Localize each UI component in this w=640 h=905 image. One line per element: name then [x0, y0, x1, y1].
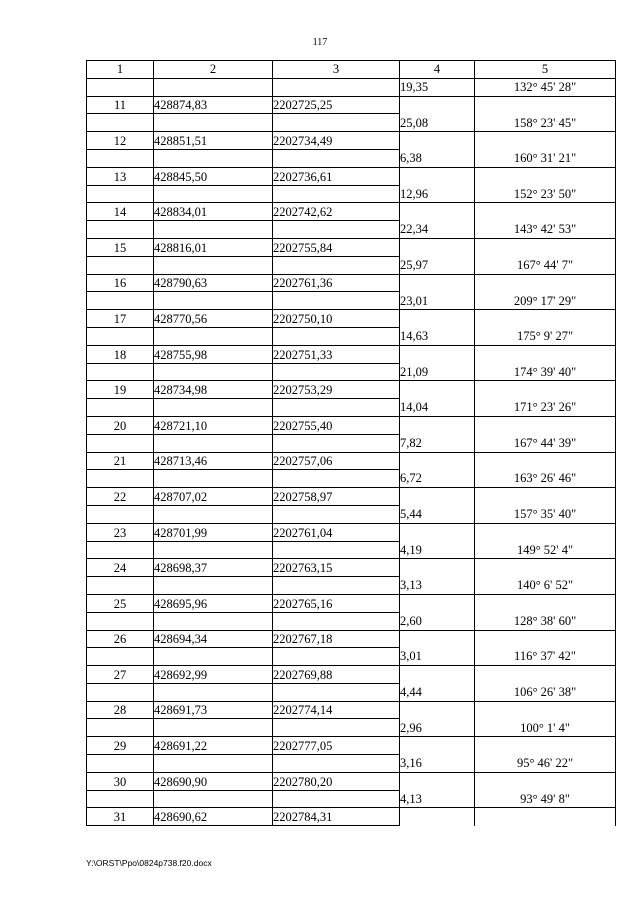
cell-col-4 [400, 274, 475, 292]
cell-col-5: 157° 35' 40" [475, 505, 616, 523]
cell-col-3: 2202758,97 [273, 488, 400, 506]
cell-col-5 [475, 666, 616, 684]
cell-col-1 [87, 114, 154, 132]
cell-col-3 [273, 505, 400, 523]
cell-col-1 [87, 363, 154, 381]
cell-col-2: 428691,22 [154, 737, 273, 755]
header-col-3: 3 [273, 61, 400, 79]
cell-col-2 [154, 683, 273, 701]
cell-col-2: 428692,99 [154, 666, 273, 684]
cell-col-1: 17 [87, 310, 154, 328]
table-row-point [87, 808, 616, 826]
cell-col-5 [475, 523, 616, 541]
cell-col-3: 2202755,84 [273, 238, 400, 256]
cell-col-1: 18 [87, 345, 154, 363]
cell-col-4 [400, 310, 475, 328]
cell-col-5: 152° 23' 50" [475, 185, 616, 203]
cell-col-3 [273, 470, 400, 488]
table-row-segment [87, 114, 616, 132]
cell-col-5 [475, 737, 616, 755]
cell-col-4: 3,01 [400, 648, 475, 666]
cell-col-5 [475, 274, 616, 292]
cell-col-4 [400, 167, 475, 185]
footer-file-path: Y:\ORST\Ppo\0824p738.f20.docx [86, 858, 212, 868]
cell-col-1: 19 [87, 381, 154, 399]
cell-col-1 [87, 221, 154, 239]
cell-col-5 [475, 381, 616, 399]
cell-col-5: 143° 42' 53" [475, 221, 616, 239]
cell-col-2 [154, 755, 273, 773]
cell-col-4 [400, 523, 475, 541]
cell-col-5 [475, 559, 616, 577]
cell-col-5 [475, 630, 616, 648]
cell-col-1 [87, 185, 154, 203]
cell-col-5: 149° 52' 4" [475, 541, 616, 559]
cell-col-2 [154, 327, 273, 345]
cell-col-2 [154, 648, 273, 666]
cell-col-2: 428790,63 [154, 274, 273, 292]
cell-col-1 [87, 648, 154, 666]
cell-col-3 [273, 790, 400, 808]
cell-col-1: 14 [87, 203, 154, 221]
table-row-segment [87, 577, 616, 595]
cell-col-1 [87, 612, 154, 630]
cell-col-3 [273, 541, 400, 559]
cell-col-3 [273, 434, 400, 452]
cell-col-4: 12,96 [400, 185, 475, 203]
cell-col-4 [400, 132, 475, 150]
cell-col-5 [475, 808, 616, 826]
cell-col-2: 428694,34 [154, 630, 273, 648]
table-row-segment [87, 719, 616, 737]
cell-col-5: 128° 38' 60" [475, 612, 616, 630]
cell-col-5: 140° 6' 52" [475, 577, 616, 595]
cell-col-1: 26 [87, 630, 154, 648]
cell-col-4 [400, 630, 475, 648]
cell-col-2 [154, 114, 273, 132]
cell-col-5: 100° 1' 4" [475, 719, 616, 737]
cell-col-2 [154, 221, 273, 239]
table-row-point [87, 594, 616, 612]
cell-col-1 [87, 149, 154, 167]
cell-col-4 [400, 559, 475, 577]
cell-col-3 [273, 363, 400, 381]
cell-col-4: 25,97 [400, 256, 475, 274]
table-row-point [87, 96, 616, 114]
cell-col-3: 2202755,40 [273, 416, 400, 434]
cell-col-5 [475, 701, 616, 719]
cell-col-3: 2202780,20 [273, 772, 400, 790]
cell-col-3: 2202734,49 [273, 132, 400, 150]
cell-col-1: 25 [87, 594, 154, 612]
cell-col-1 [87, 399, 154, 417]
cell-col-4 [400, 594, 475, 612]
table-row-segment [87, 683, 616, 701]
table-row-point [87, 381, 616, 399]
cell-col-1 [87, 541, 154, 559]
cell-col-5: 167° 44' 7" [475, 256, 616, 274]
cell-col-1: 12 [87, 132, 154, 150]
cell-col-1: 28 [87, 701, 154, 719]
cell-col-1: 31 [87, 808, 154, 826]
table-row-segment [87, 149, 616, 167]
cell-col-5: 95° 46' 22" [475, 755, 616, 773]
cell-col-5 [475, 238, 616, 256]
table-row-point [87, 772, 616, 790]
cell-col-3 [273, 149, 400, 167]
cell-col-3: 2202736,61 [273, 167, 400, 185]
table-row-segment [87, 399, 616, 417]
cell-col-3: 2202753,29 [273, 381, 400, 399]
cell-col-3 [273, 719, 400, 737]
cell-col-1 [87, 78, 154, 96]
cell-col-5 [475, 594, 616, 612]
cell-col-1 [87, 470, 154, 488]
cell-col-4: 14,04 [400, 399, 475, 417]
cell-col-4: 6,38 [400, 149, 475, 167]
cell-col-2 [154, 149, 273, 167]
cell-col-3: 2202774,14 [273, 701, 400, 719]
table-header-row [87, 61, 616, 79]
cell-col-5: 106° 26' 38" [475, 683, 616, 701]
table-row-point [87, 203, 616, 221]
cell-col-1 [87, 790, 154, 808]
cell-col-2: 428816,01 [154, 238, 273, 256]
cell-col-5: 167° 44' 39" [475, 434, 616, 452]
cell-col-3 [273, 221, 400, 239]
cell-col-4 [400, 416, 475, 434]
cell-col-1 [87, 434, 154, 452]
cell-col-3 [273, 114, 400, 132]
cell-col-1: 21 [87, 452, 154, 470]
table-row-segment [87, 790, 616, 808]
cell-col-4: 3,16 [400, 755, 475, 773]
table-row-segment [87, 755, 616, 773]
cell-col-3: 2202784,31 [273, 808, 400, 826]
cell-col-3: 2202757,06 [273, 452, 400, 470]
cell-col-5 [475, 132, 616, 150]
cell-col-5 [475, 96, 616, 114]
cell-col-5 [475, 203, 616, 221]
cell-col-3 [273, 292, 400, 310]
cell-col-2 [154, 470, 273, 488]
cell-col-2: 428698,37 [154, 559, 273, 577]
header-col-1: 1 [87, 61, 154, 79]
cell-col-2: 428713,46 [154, 452, 273, 470]
cell-col-4 [400, 381, 475, 399]
cell-col-2: 428690,62 [154, 808, 273, 826]
cell-col-2 [154, 505, 273, 523]
cell-col-4: 23,01 [400, 292, 475, 310]
cell-col-1: 23 [87, 523, 154, 541]
cell-col-3: 2202725,25 [273, 96, 400, 114]
header-col-5: 5 [475, 61, 616, 79]
cell-col-3: 2202767,18 [273, 630, 400, 648]
table-row-segment [87, 256, 616, 274]
cell-col-5 [475, 488, 616, 506]
cell-col-5 [475, 345, 616, 363]
cell-col-1: 16 [87, 274, 154, 292]
cell-col-4: 4,19 [400, 541, 475, 559]
cell-col-2: 428845,50 [154, 167, 273, 185]
cell-col-5 [475, 416, 616, 434]
table-row-segment [87, 541, 616, 559]
cell-col-3 [273, 327, 400, 345]
cell-col-2: 428770,56 [154, 310, 273, 328]
table-row-point [87, 345, 616, 363]
cell-col-3: 2202761,04 [273, 523, 400, 541]
table-row-point [87, 737, 616, 755]
cell-col-1 [87, 683, 154, 701]
page-number: 117 [312, 37, 328, 48]
table-row-point [87, 238, 616, 256]
cell-col-3 [273, 612, 400, 630]
table-row-point [87, 310, 616, 328]
cell-col-5: 175° 9' 27" [475, 327, 616, 345]
cell-col-1 [87, 292, 154, 310]
table-row-segment [87, 327, 616, 345]
cell-col-1: 15 [87, 238, 154, 256]
header-col-2: 2 [154, 61, 273, 79]
cell-col-5 [475, 310, 616, 328]
cell-col-1: 13 [87, 167, 154, 185]
cell-col-4: 14,63 [400, 327, 475, 345]
cell-col-2: 428734,98 [154, 381, 273, 399]
cell-col-1: 29 [87, 737, 154, 755]
table-row-point [87, 452, 616, 470]
cell-col-3 [273, 648, 400, 666]
table-body [87, 78, 616, 825]
cell-col-1: 24 [87, 559, 154, 577]
cell-col-3: 2202769,88 [273, 666, 400, 684]
coordinates-table [86, 60, 616, 826]
cell-col-4 [400, 772, 475, 790]
cell-col-4 [400, 238, 475, 256]
cell-col-4: 2,96 [400, 719, 475, 737]
header-col-4: 4 [400, 61, 475, 79]
cell-col-2 [154, 256, 273, 274]
cell-col-3: 2202742,62 [273, 203, 400, 221]
cell-col-2: 428874,83 [154, 96, 273, 114]
cell-col-3: 2202777,05 [273, 737, 400, 755]
cell-col-1: 11 [87, 96, 154, 114]
cell-col-2: 428851,51 [154, 132, 273, 150]
cell-col-1 [87, 755, 154, 773]
cell-col-2 [154, 790, 273, 808]
cell-col-1: 27 [87, 666, 154, 684]
cell-col-1 [87, 505, 154, 523]
table-row-segment [87, 612, 616, 630]
cell-col-1: 30 [87, 772, 154, 790]
cell-col-1 [87, 577, 154, 595]
cell-col-2 [154, 399, 273, 417]
table-row-point [87, 701, 616, 719]
cell-col-5 [475, 452, 616, 470]
cell-col-4: 6,72 [400, 470, 475, 488]
cell-col-4 [400, 345, 475, 363]
table-row-segment [87, 470, 616, 488]
cell-col-5 [475, 167, 616, 185]
table-row-segment [87, 292, 616, 310]
table-row-point [87, 132, 616, 150]
cell-col-4 [400, 452, 475, 470]
cell-col-2 [154, 541, 273, 559]
table-row-segment [87, 78, 616, 96]
cell-col-3: 2202750,10 [273, 310, 400, 328]
cell-col-5: 132° 45' 28" [475, 78, 616, 96]
cell-col-4 [400, 808, 475, 826]
table-row-segment [87, 185, 616, 203]
table-row-segment [87, 505, 616, 523]
cell-col-2: 428834,01 [154, 203, 273, 221]
cell-col-3 [273, 256, 400, 274]
table-row-point [87, 559, 616, 577]
cell-col-2: 428690,90 [154, 772, 273, 790]
cell-col-2 [154, 719, 273, 737]
cell-col-1 [87, 327, 154, 345]
cell-col-3 [273, 755, 400, 773]
table-row-point [87, 666, 616, 684]
cell-col-3: 2202751,33 [273, 345, 400, 363]
cell-col-5: 116° 37' 42" [475, 648, 616, 666]
cell-col-3 [273, 399, 400, 417]
cell-col-2 [154, 292, 273, 310]
cell-col-5: 171° 23' 26" [475, 399, 616, 417]
table-row-point [87, 488, 616, 506]
cell-col-5: 158° 23' 45" [475, 114, 616, 132]
cell-col-4 [400, 203, 475, 221]
cell-col-4: 22,34 [400, 221, 475, 239]
cell-col-2: 428755,98 [154, 345, 273, 363]
cell-col-4: 21,09 [400, 363, 475, 381]
cell-col-2: 428695,96 [154, 594, 273, 612]
table-row-segment [87, 221, 616, 239]
table-row-segment [87, 363, 616, 381]
table-row-segment [87, 434, 616, 452]
cell-col-3: 2202761,36 [273, 274, 400, 292]
cell-col-5: 209° 17' 29" [475, 292, 616, 310]
cell-col-1 [87, 719, 154, 737]
cell-col-1: 22 [87, 488, 154, 506]
cell-col-3: 2202765,16 [273, 594, 400, 612]
cell-col-2: 428701,99 [154, 523, 273, 541]
cell-col-4: 2,60 [400, 612, 475, 630]
cell-col-2: 428707,02 [154, 488, 273, 506]
cell-col-2 [154, 78, 273, 96]
table-row-point [87, 274, 616, 292]
cell-col-3 [273, 78, 400, 96]
cell-col-4: 7,82 [400, 434, 475, 452]
cell-col-2 [154, 434, 273, 452]
table-row-point [87, 416, 616, 434]
cell-col-2: 428721,10 [154, 416, 273, 434]
cell-col-4: 3,13 [400, 577, 475, 595]
cell-col-4 [400, 737, 475, 755]
cell-col-4 [400, 96, 475, 114]
cell-col-4: 4,13 [400, 790, 475, 808]
cell-col-4: 4,44 [400, 683, 475, 701]
table-row-point [87, 630, 616, 648]
cell-col-2 [154, 185, 273, 203]
cell-col-3 [273, 683, 400, 701]
table-row-point [87, 523, 616, 541]
cell-col-2 [154, 363, 273, 381]
cell-col-5: 160° 31' 21" [475, 149, 616, 167]
cell-col-5: 93° 49' 8" [475, 790, 616, 808]
cell-col-1 [87, 256, 154, 274]
cell-col-4 [400, 666, 475, 684]
cell-col-2 [154, 612, 273, 630]
cell-col-3 [273, 577, 400, 595]
cell-col-2 [154, 577, 273, 595]
cell-col-4 [400, 701, 475, 719]
cell-col-4: 19,35 [400, 78, 475, 96]
cell-col-3: 2202763,15 [273, 559, 400, 577]
cell-col-4 [400, 488, 475, 506]
cell-col-1: 20 [87, 416, 154, 434]
cell-col-2: 428691,73 [154, 701, 273, 719]
cell-col-3 [273, 185, 400, 203]
cell-col-4: 25,08 [400, 114, 475, 132]
cell-col-5: 163° 26' 46" [475, 470, 616, 488]
cell-col-4: 5,44 [400, 505, 475, 523]
table-row-point [87, 167, 616, 185]
cell-col-5: 174° 39' 40" [475, 363, 616, 381]
cell-col-5 [475, 772, 616, 790]
table-row-segment [87, 648, 616, 666]
